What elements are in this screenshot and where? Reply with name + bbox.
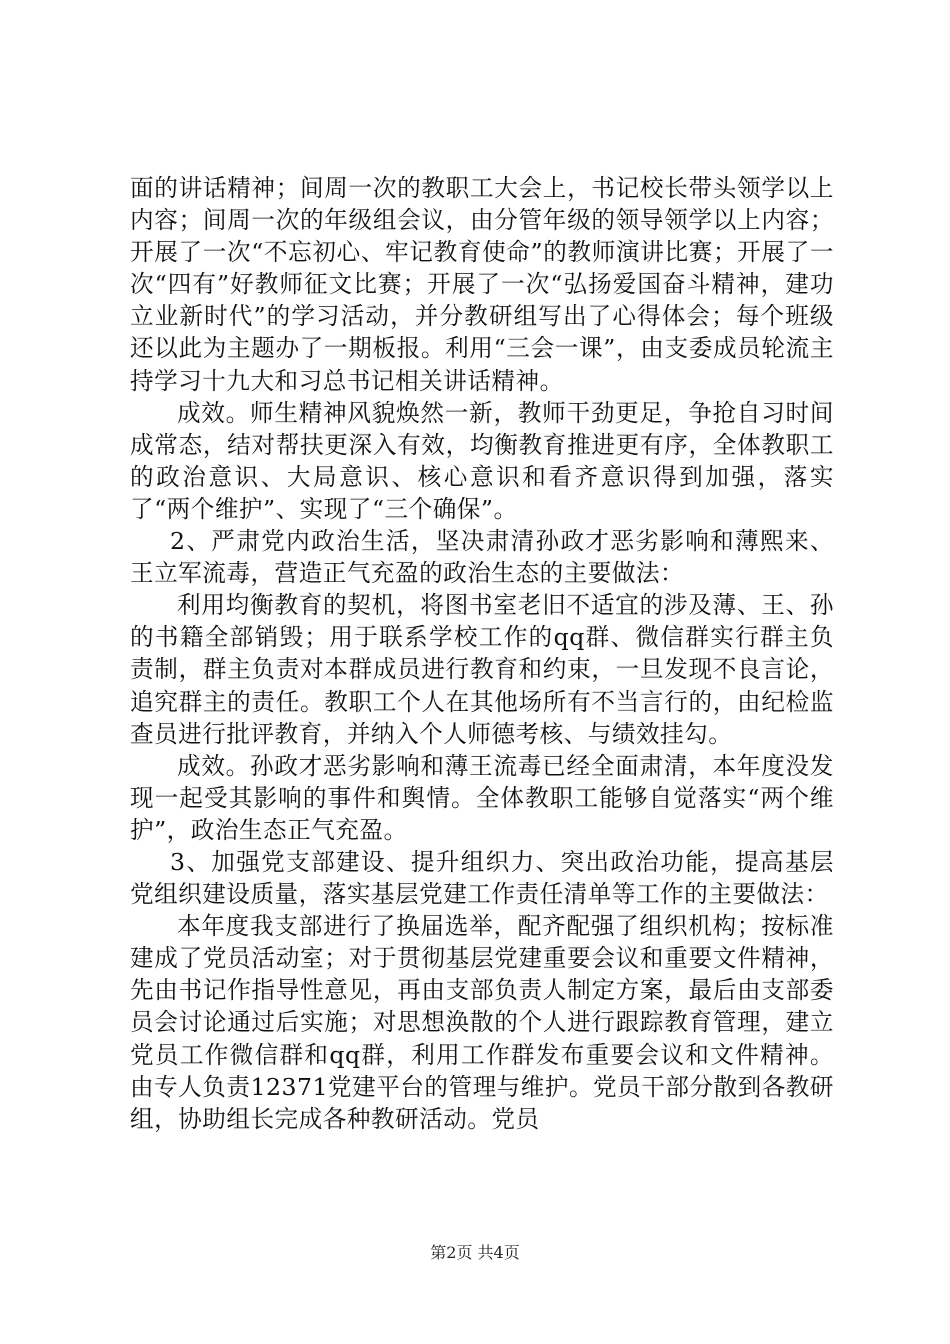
paragraph-1: 面的讲话精神；间周一次的教职工大会上，书记校长带头领学以上内容；间周一次的年级组会议，由分管年级的领导领学以上内容；开展了一次“不忘初心、牢记教育使命”的教师演讲比赛；开展了一次“四有”好教师征文比赛；开展了一次“弘扬爱国奋斗精神，建功立业新时代”的学习活动，并分教研组写出了心得体会；每个班级还以此为主题办了一期板报。利用“三会一课”，由支委成员轮流主持学习十九大和习总书记相关讲话精神。 <box>130 174 834 395</box>
paragraph-2: 成效。师生精神风貌焕然一新，教师干劲更足，争抢自习时间成常态，结对帮扶更深入有效，均衡教育推进更有序，全体教职工的政治意识、大局意识、核心意识和看齐意识得到加强，落实了“两个维护”、实现了“三个确保”。 <box>130 398 834 523</box>
document-body <box>130 172 834 1135</box>
paragraph-6-heading: 3、加强党支部建设、提升组织力、突出政治功能，提高基层党组织建设质量，落实基层党建工作责任清单等工作的主要做法： <box>130 847 834 909</box>
page-number-footer: 第2页 共4页 <box>430 1243 520 1262</box>
paragraph-4: 利用均衡教育的契机，将图书室老旧不适宜的涉及薄、王、孙的书籍全部销毁；用于联系学校工作的qq群、微信群实行群主负责制，群主负责对本群成员进行教育和约束，一旦发现不良言论，追究群主的责任。教职工个人在其他场所有不当言行的，由纪检监查员进行批评教育，并纳入个人师德考核、与绩效挂勾。 <box>130 591 834 748</box>
paragraph-7: 本年度我支部进行了换届选举，配齐配强了组织机构；按标准建成了党员活动室；对于贯彻基层党建重要会议和重要文件精神，先由书记作指导性意见，再由支部负责人制定方案，最后由支部委员会讨论通过后实施；对思想涣散的个人进行跟踪教育管理，建立党员工作微信群和qq群，利用工作群发布重要会议和文件精神。由专人负责12371党建平台的管理与维护。党员干部分散到各教研组，协助组长完成各种教研活动。党员 <box>130 912 834 1133</box>
paragraph-3-heading: 2、严肃党内政治生活，坚决肃清孙政才恶劣影响和薄熙来、王立军流毒，营造正气充盈的政治生态的主要做法： <box>130 527 834 588</box>
paragraph-5: 成效。孙政才恶劣影响和薄王流毒已经全面肃清，本年度没发现一起受其影响的事件和舆情。全体教职工能够自觉落实“两个维护”，政治生态正气充盈。 <box>130 751 834 844</box>
